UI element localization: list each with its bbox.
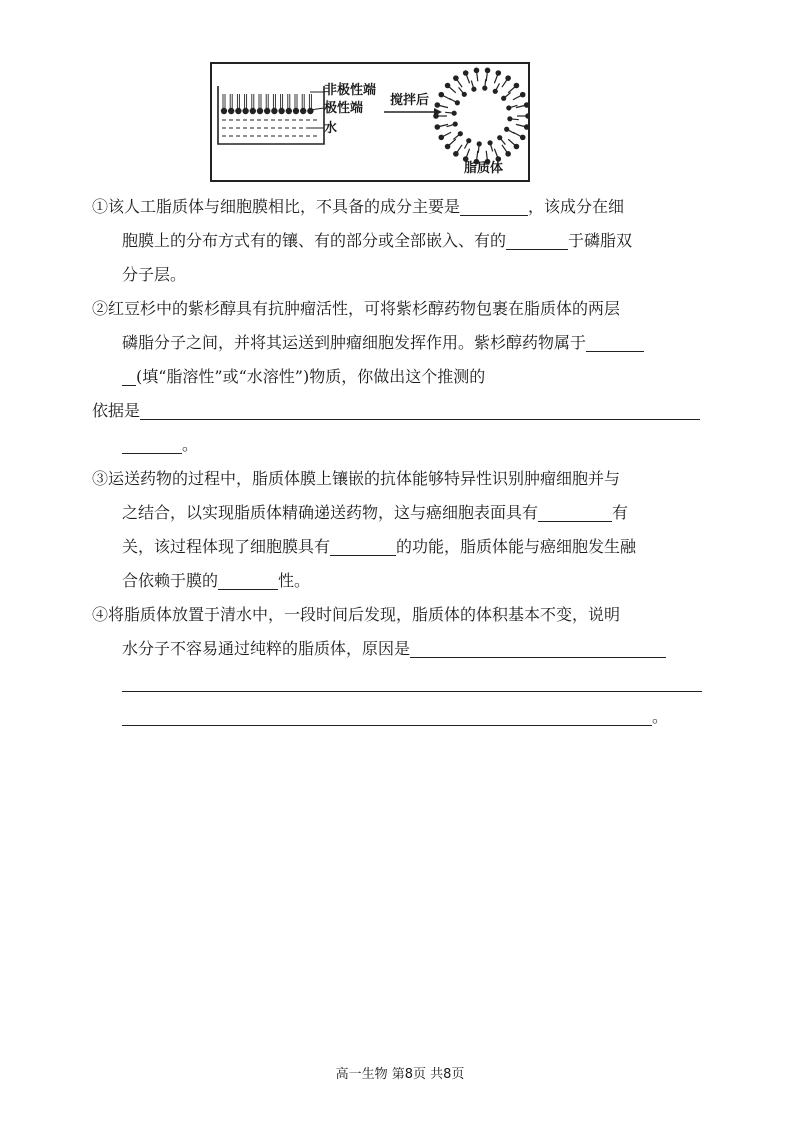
q1-text-1b: ，该成分在细 [528,197,625,216]
liposome-figure [210,62,530,182]
phospholipid [221,94,227,114]
outer-phospholipid [463,149,470,162]
beaker-outline [218,86,324,144]
q1-line-3: 分子层。 [122,265,187,284]
inner-phospholipid [504,127,515,134]
q1-line-2 [122,224,632,258]
q3-line-3 [122,530,636,564]
outer-phospholipid [435,124,448,130]
outer-phospholipid [453,75,462,87]
q2-text-3b: (填“脂溶性”或“水溶性”)物质，你做出这个推测的 [136,367,486,386]
q1-text-2b: 于磷脂双 [568,231,633,250]
outer-phospholipid [463,70,470,83]
q3-text-2a: 之结合，以实现脂质体精确递送药物，这与癌细胞表面具有 [122,503,539,522]
label-nonpolar-end: 非极性端 [324,83,377,98]
q1-text-2a: 胞膜上的分布方式有的镶、有的部分或全部嵌入、有的 [122,231,507,250]
phospholipid [228,94,234,114]
phospholipid [250,94,256,114]
inner-phospholipid [493,83,500,94]
q3-text-4b: 性。 [278,571,311,590]
phospholipid [300,94,306,114]
inner-phospholipid [507,116,519,121]
q4-line-3 [122,666,702,700]
q2-blank-1b[interactable] [122,365,136,386]
q2-text-4a: 依据是 [92,401,141,420]
inner-phospholipid [459,87,467,97]
q2-line-2 [122,326,644,360]
outer-phospholipid [513,132,526,140]
phospholipid [293,94,299,114]
q3-line-1: ③运送药物的过程中，脂质体膜上镶嵌的抗体能够特异性识别肿瘤细胞并与 [92,469,621,488]
q4-line-1: ④将脂质体放置于清水中，一段时间后发现，脂质体的体积基本不变，说明 [92,605,621,624]
inner-phospholipid [487,140,492,151]
q1-blank-1[interactable] [460,195,528,216]
phospholipid [307,94,313,114]
q2-text-5b: 。 [182,435,199,454]
outer-phospholipid [516,102,528,108]
label-polar-end: 极性端 [324,101,364,116]
phospholipid-monolayer [221,94,314,114]
q3-text-2b: 有 [612,503,629,522]
outer-phospholipid [508,139,519,149]
phospholipid [271,94,277,114]
outer-phospholipid [513,92,526,100]
q1-line-1 [92,190,624,224]
outer-phospholipid [508,83,519,93]
outer-phospholipid [445,83,456,93]
q2-line-5 [122,428,198,462]
q4-text-2a: 水分子不容易通过纯粹的脂质体，原因是 [122,639,411,658]
outer-phospholipid [474,68,480,82]
q3-line-4 [122,564,310,598]
q3-line-2 [122,496,628,530]
liposome-bilayer-sphere [433,68,528,165]
q1-text-1a: ①该人工脂质体与细胞膜相比，不具备的成分主要是 [92,197,461,216]
q3-blank-2[interactable] [330,535,396,556]
q2-line-4 [92,394,700,428]
q4-blank-1a[interactable] [410,637,666,658]
outer-phospholipid [502,75,511,87]
phospholipid [264,94,270,114]
q2-blank-2a[interactable] [140,399,700,420]
q3-text-3b: 的功能，脂质体能与癌细胞发生融 [396,537,637,556]
q3-blank-3[interactable] [218,569,278,590]
q2-blank-2b[interactable] [122,433,182,454]
outer-phospholipid [438,92,451,100]
inner-phospholipid [464,138,471,149]
inner-phospholipid [447,121,458,126]
arrow-label: 搅拌后 [390,93,430,108]
q3-text-4a: 合依赖于膜的 [122,571,219,590]
q2-blank-1a[interactable] [586,331,644,352]
outer-phospholipid [517,113,528,119]
phospholipid [235,94,241,114]
q4-text-4b: 。 [652,707,669,726]
inner-phospholipid [449,98,460,105]
q4-line-2 [122,632,666,666]
outer-phospholipid [502,145,511,157]
outer-phospholipid [445,139,456,149]
outer-phospholipid [435,102,448,108]
phospholipid [242,94,248,114]
inner-phospholipid [471,81,476,92]
outer-phospholipid [433,113,447,119]
inner-phospholipid [453,131,463,139]
q4-blank-1b[interactable] [122,671,702,692]
q2-line-1: ②红豆杉中的紫杉醇具有抗肿瘤活性，可将紫杉醇药物包裹在脂质体的两层 [92,299,621,318]
label-water: 水 [324,121,338,136]
q3-blank-1[interactable] [538,501,612,522]
phospholipid [286,94,292,114]
outer-phospholipid [438,132,451,140]
liposome-label: 脂质体 [464,161,504,176]
phospholipid [278,94,284,114]
outer-phospholipid [516,124,528,130]
q1-blank-2[interactable] [506,229,568,250]
phospholipid [257,94,263,114]
q2-text-2a: 磷脂分子之间，并将其运送到肿瘤细胞发挥作用。紫杉醇药物属于 [122,333,587,352]
outer-phospholipid [494,149,501,162]
inner-phospholipid [497,135,505,145]
inner-phospholipid [506,105,517,110]
outer-phospholipid [453,145,462,157]
inner-phospholipid [501,93,511,101]
q4-line-4 [122,700,668,734]
q3-text-3a: 关，该过程体现了细胞膜具有 [122,537,331,556]
page-footer: 高一生物 第8页 共8页 [335,1067,465,1082]
outer-phospholipid [494,70,501,83]
q4-blank-1c[interactable] [122,705,652,726]
inner-phospholipid [445,111,457,116]
q2-line-3 [122,360,485,394]
